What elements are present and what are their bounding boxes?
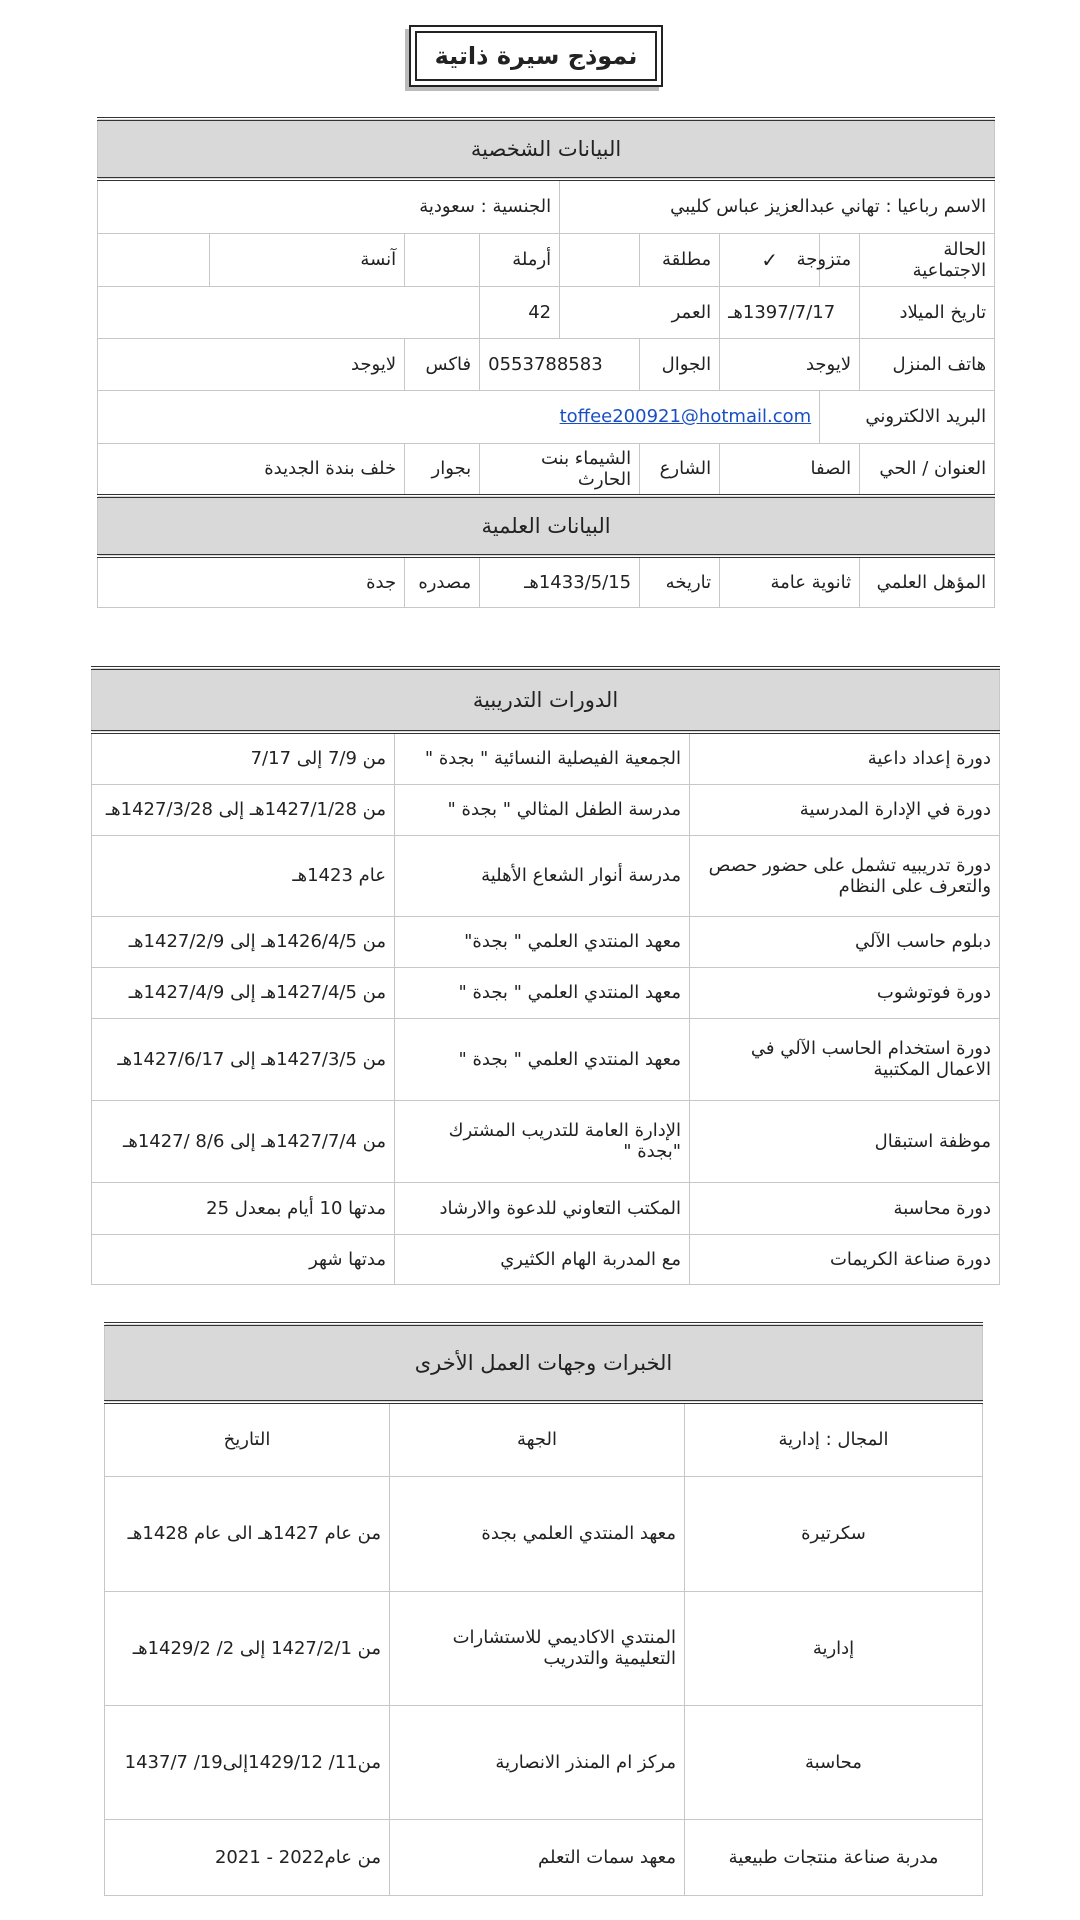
courses-header: الدورات التدريبية <box>92 668 1000 732</box>
course-date: عام 1423هـ <box>92 835 395 916</box>
personal-table <box>97 117 995 608</box>
page-title: نموذج سيرة ذاتية <box>415 31 657 81</box>
empty-cell <box>98 233 210 286</box>
name-cell: الاسم رباعيا : تهاني عبدالعزيز عباس كليبي <box>560 179 995 233</box>
course-date: مدتها شهر <box>92 1234 395 1284</box>
course-name: دورة محاسبة <box>690 1182 1000 1234</box>
email-link[interactable]: toffee200921@hotmail.com <box>559 406 812 427</box>
personal-header: البيانات الشخصية <box>98 119 995 179</box>
table-row <box>92 1100 1000 1182</box>
marital-label: الحالة الاجتماعية <box>860 233 995 286</box>
single-option: آنسة <box>210 233 405 286</box>
course-date: مدتها 10 أيام بمعدل 25 <box>92 1182 395 1234</box>
course-date: من 1427/1/28هـ إلى 1427/3/28هـ <box>92 784 395 835</box>
address-label: العنوان / الحي <box>860 443 995 496</box>
table-row <box>92 732 1000 784</box>
exp-entity: معهد سمات التعلم <box>390 1819 685 1895</box>
street-value: الشيماء بنت الحارث <box>480 443 640 496</box>
table-row <box>92 916 1000 967</box>
course-place: معهد المنتدي العلمي " بجدة " <box>395 967 690 1018</box>
qual-date-value: 1433/5/15هـ <box>480 556 640 608</box>
experience-header: الخبرات وجهات العمل الأخرى <box>105 1324 983 1402</box>
nationality-cell: الجنسية : سعودية <box>98 179 560 233</box>
source-value: جدة <box>98 556 405 608</box>
exp-entity: مركز ام المنذر الانصارية <box>390 1705 685 1819</box>
course-place: مدرسة الطفل المثالي " بجدة " <box>395 784 690 835</box>
qual-date-label: تاريخه <box>640 556 720 608</box>
course-place: معهد المنتدي العلمي " بجدة" <box>395 916 690 967</box>
course-name: دورة استخدام الحاسب الآلي في الاعمال المكتبية <box>690 1018 1000 1100</box>
fax-label: فاكس <box>405 338 480 390</box>
email-label: البريد الالكتروني <box>820 390 995 443</box>
widow-option: أرملة <box>480 233 560 286</box>
check-mark-icon: ✓ <box>720 233 820 286</box>
home-phone-label: هاتف المنزل <box>860 338 995 390</box>
married-option: متزوجة <box>820 233 860 286</box>
course-place: الجمعية الفيصلية النسائية " بجدة " <box>395 732 690 784</box>
exp-date: من11/ 1429/12إلى19/ 1437/7 <box>105 1705 390 1819</box>
divorced-option: مطلقة <box>640 233 720 286</box>
education-header: البيانات العلمية <box>98 496 995 556</box>
course-date: من 1427/7/4هـ إلى 8/6 /1427هـ <box>92 1100 395 1182</box>
course-name: دورة إعداد داعية <box>690 732 1000 784</box>
near-value: خلف بندة الجديدة <box>98 443 405 496</box>
table-row <box>92 1018 1000 1100</box>
exp-field: إدارية <box>685 1591 983 1705</box>
col-header-entity: الجهة <box>390 1402 685 1476</box>
col-header-date: التاريخ <box>105 1402 390 1476</box>
title-box <box>409 25 663 87</box>
table-row <box>105 1819 983 1895</box>
course-place: الإدارة العامة للتدريب المشترك "بجدة " <box>395 1100 690 1182</box>
qualification-value: ثانوية عامة <box>720 556 860 608</box>
col-header-field: المجال : إدارية <box>685 1402 983 1476</box>
table-row <box>105 1476 983 1591</box>
course-place: معهد المنتدي العلمي " بجدة " <box>395 1018 690 1100</box>
title-shadow <box>405 87 659 91</box>
course-name: موظفة استبقال <box>690 1100 1000 1182</box>
table-row <box>92 784 1000 835</box>
exp-date: من عام2022 - 2021 <box>105 1819 390 1895</box>
table-row <box>92 835 1000 916</box>
birth-value: 1397/7/17هـ <box>720 286 860 338</box>
source-label: مصدره <box>405 556 480 608</box>
exp-date: من 1427/2/1 إلى 2/ 1429/2هـ <box>105 1591 390 1705</box>
course-name: دبلوم حاسب الآلي <box>690 916 1000 967</box>
table-row <box>92 967 1000 1018</box>
course-date: من 1427/4/5هـ إلى 1427/4/9هـ <box>92 967 395 1018</box>
birth-label: تاريخ الميلاد <box>860 286 995 338</box>
exp-field: مدربة صناعة منتجات طبيعية <box>685 1819 983 1895</box>
empty-cell <box>98 286 480 338</box>
course-place: مع المدربة الهام الكثيري <box>395 1234 690 1284</box>
table-row <box>92 1182 1000 1234</box>
course-name: دورة في الإدارة المدرسية <box>690 784 1000 835</box>
experience-table <box>104 1322 983 1896</box>
table-row <box>105 1591 983 1705</box>
course-date: من 1427/3/5هـ إلى 1427/6/17هـ <box>92 1018 395 1100</box>
empty-cell <box>405 233 480 286</box>
fax-value: لايوجد <box>98 338 405 390</box>
course-place: المكتب التعاوني للدعوة والارشاد <box>395 1182 690 1234</box>
course-name: دورة تدريبيه تشمل على حضور حصص والتعرف على النظام <box>690 835 1000 916</box>
exp-date: من عام 1427هـ الى عام 1428هـ <box>105 1476 390 1591</box>
near-label: بجوار <box>405 443 480 496</box>
exp-field: سكرتيرة <box>685 1476 983 1591</box>
table-row <box>92 1234 1000 1284</box>
course-date: من 7/9 إلى 7/17 <box>92 732 395 784</box>
age-label: العمر <box>560 286 720 338</box>
exp-field: محاسبة <box>685 1705 983 1819</box>
home-phone-value: لايوجد <box>720 338 860 390</box>
course-place: مدرسة أنوار الشعاع الأهلية <box>395 835 690 916</box>
qualification-label: المؤهل العلمي <box>860 556 995 608</box>
exp-entity: معهد المنتدي العلمي بجدة <box>390 1476 685 1591</box>
table-row <box>105 1705 983 1819</box>
mobile-value: 0553788583 <box>480 338 640 390</box>
exp-entity: المنتدي الاكاديمي للاستشارات التعليمية والتدريب <box>390 1591 685 1705</box>
mobile-label: الجوال <box>640 338 720 390</box>
course-name: دورة فوتوشوب <box>690 967 1000 1018</box>
courses-table <box>91 666 1000 1285</box>
empty-cell <box>560 233 640 286</box>
course-name: دورة صناعة الكريمات <box>690 1234 1000 1284</box>
street-label: الشارع <box>640 443 720 496</box>
district-value: الصفا <box>720 443 860 496</box>
age-value: 42 <box>480 286 560 338</box>
course-date: من 1426/4/5هـ إلى 1427/2/9هـ <box>92 916 395 967</box>
